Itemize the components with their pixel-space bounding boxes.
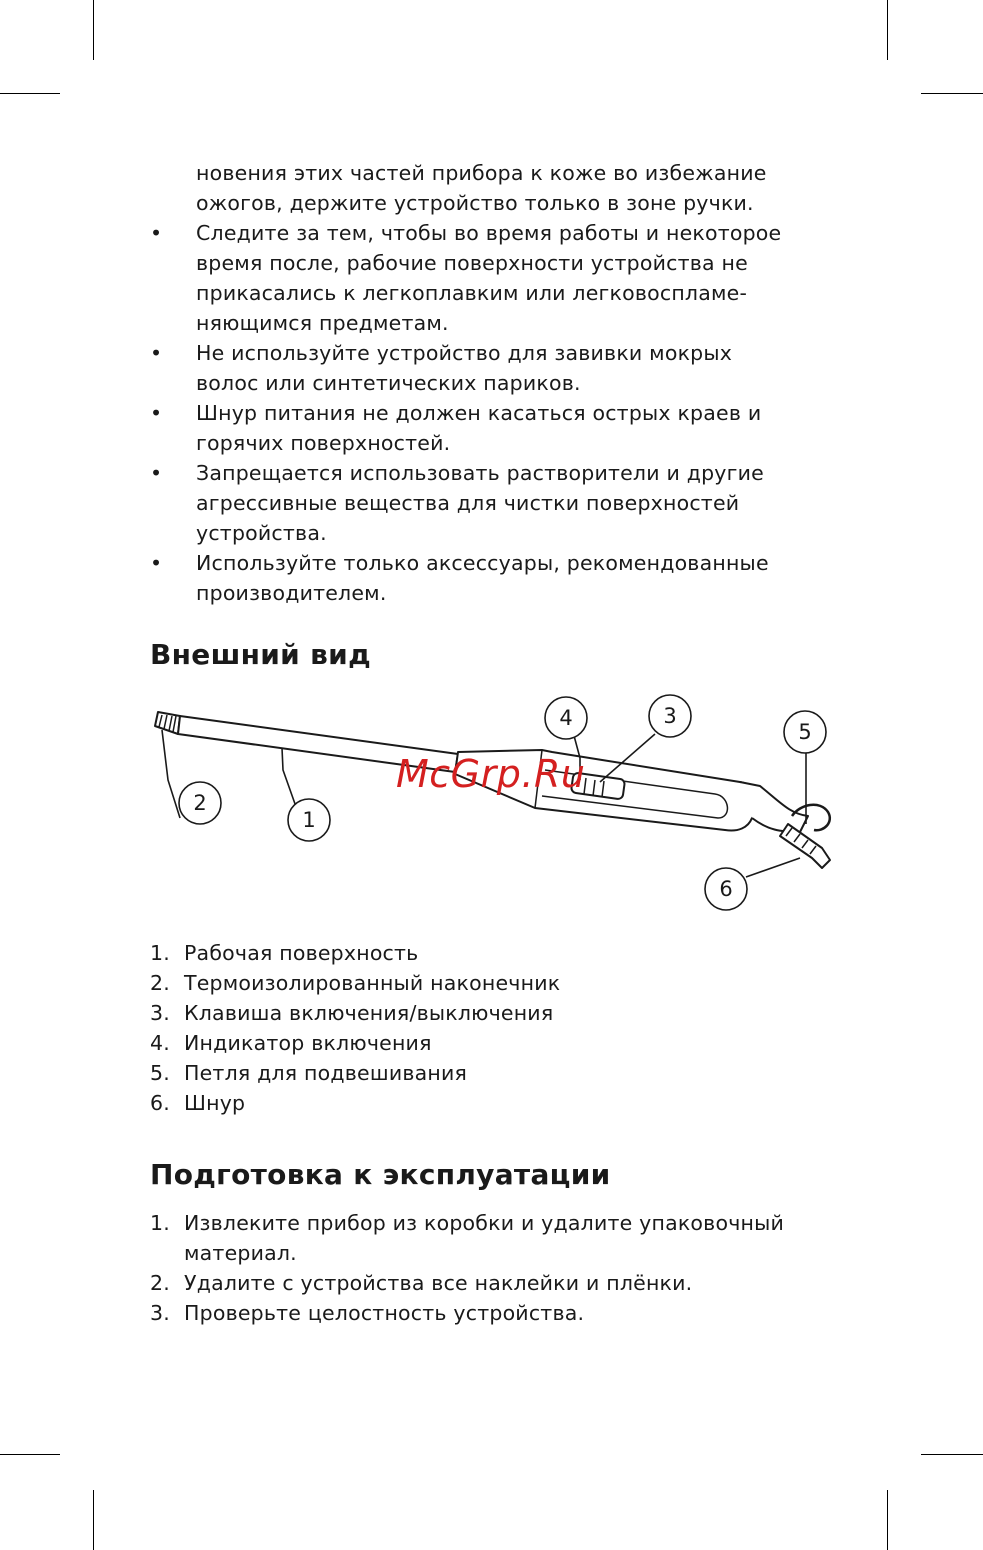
parts-list-label: Рабочая поверхность xyxy=(184,941,419,965)
parts-list-item xyxy=(150,938,850,968)
bullet-item xyxy=(150,398,850,458)
step-item xyxy=(150,1268,850,1298)
bullet-line: волос или синтетических париков. xyxy=(196,371,581,395)
step-item xyxy=(150,1208,850,1268)
parts-list-number: 6. xyxy=(150,1091,170,1115)
bullet-item xyxy=(150,548,850,608)
cord-shape xyxy=(780,824,830,868)
bullet-dot: • xyxy=(150,551,163,575)
crop-mark-bottom-right-v xyxy=(887,1490,888,1550)
parts-list-label: Индикатор включения xyxy=(184,1031,432,1055)
parts-list-item xyxy=(150,968,850,998)
crop-mark-top-left-h xyxy=(0,93,60,94)
step-number: 2. xyxy=(150,1271,170,1295)
parts-list-item xyxy=(150,1058,850,1088)
crop-mark-top-right-v xyxy=(887,0,888,60)
step-line: материал. xyxy=(184,1241,297,1265)
parts-list-item xyxy=(150,998,850,1028)
bullet-dot: • xyxy=(150,401,163,425)
watermark: McGrp.Ru xyxy=(396,752,586,796)
crop-mark-top-right-h xyxy=(921,93,983,94)
parts-list-number: 3. xyxy=(150,1001,170,1025)
bullet-line: прикасались к легкоплавким или легковоспламе- xyxy=(196,281,748,305)
crop-mark-bottom-left-v xyxy=(93,1490,94,1550)
parts-list-number: 5. xyxy=(150,1061,170,1085)
callout-1-label: 1 xyxy=(302,808,316,832)
bullet-line: производителем. xyxy=(196,581,387,605)
preparation-steps xyxy=(150,1208,850,1328)
intro-line: ожогов, держите устройство только в зоне ручки. xyxy=(196,191,754,215)
step-number: 3. xyxy=(150,1301,170,1325)
callout-4-label: 4 xyxy=(559,706,573,730)
bullet-line: время после, рабочие поверхности устройства не xyxy=(196,251,748,275)
section-heading-appearance: Внешний вид xyxy=(150,638,371,671)
bullet-line: Шнур питания не должен касаться острых краев и xyxy=(196,401,762,425)
bullet-line: устройства. xyxy=(196,521,327,545)
parts-list xyxy=(150,938,850,1118)
bullet-item xyxy=(150,338,850,398)
parts-list-label: Шнур xyxy=(184,1091,246,1115)
callout-2-label: 2 xyxy=(193,791,207,815)
bullet-line: Не используйте устройство для завивки мокрых xyxy=(196,341,733,365)
bullet-line: няющимся предметам. xyxy=(196,311,449,335)
bullet-line: горячих поверхностей. xyxy=(196,431,451,455)
intro-line: новения этих частей прибора к коже во избежание xyxy=(196,161,767,185)
step-line: Проверьте целостность устройства. xyxy=(184,1301,585,1325)
bullet-line: Следите за тем, чтобы во время работы и некоторое xyxy=(196,221,782,245)
parts-list-label: Петля для подвешивания xyxy=(184,1061,468,1085)
bullet-item xyxy=(150,218,850,338)
step-item xyxy=(150,1298,850,1328)
bullet-item xyxy=(150,458,850,548)
crop-mark-bottom-left-h xyxy=(0,1454,60,1455)
safety-text xyxy=(150,158,850,608)
callout-6-label: 6 xyxy=(719,877,733,901)
callout-3-label: 3 xyxy=(663,704,677,728)
device-illustration xyxy=(140,690,860,920)
callout-5-label: 5 xyxy=(798,720,812,744)
bullet-line: агрессивные вещества для чистки поверхностей xyxy=(196,491,740,515)
bullet-line: Используйте только аксессуары, рекомендованные xyxy=(196,551,769,575)
parts-list-item xyxy=(150,1028,850,1058)
bullet-dot: • xyxy=(150,461,163,485)
parts-list-number: 4. xyxy=(150,1031,170,1055)
step-line: Удалите с устройства все наклейки и плёнки. xyxy=(184,1271,693,1295)
crop-mark-bottom-right-h xyxy=(921,1454,983,1455)
bullet-dot: • xyxy=(150,221,163,245)
section-heading-preparation: Подготовка к эксплуатации xyxy=(150,1158,611,1191)
bullet-dot: • xyxy=(150,341,163,365)
step-number: 1. xyxy=(150,1211,170,1235)
parts-list-label: Клавиша включения/выключения xyxy=(184,1001,554,1025)
parts-list-number: 1. xyxy=(150,941,170,965)
parts-list-number: 2. xyxy=(150,971,170,995)
step-line: Извлеките прибор из коробки и удалите упаковочный xyxy=(184,1211,785,1235)
parts-list-item xyxy=(150,1088,850,1118)
parts-list-label: Термоизолированный наконечник xyxy=(184,971,561,995)
bullet-line: Запрещается использовать растворители и другие xyxy=(196,461,764,485)
crop-mark-top-left-v xyxy=(93,0,94,60)
